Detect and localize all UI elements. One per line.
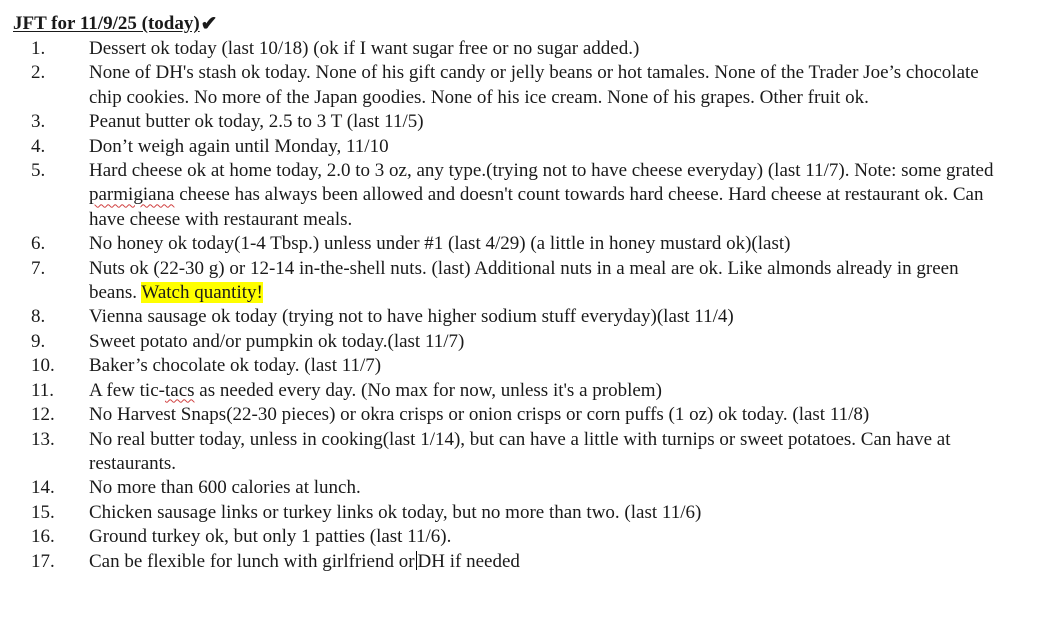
list-item-number-text: 10. [31,355,55,377]
text-run: None of DH's stash ok today. None of his gift candy or jelly beans or hot tamales. None of the Trader Joe’s chocolate chip cookies. No more of the Japan goodies. None of his ice cream. None of his grapes. Other fruit ok. [89,62,979,108]
title-text: JFT for 11/9/25 (today) [13,13,200,34]
list-item [13,330,1045,354]
list-item-number [13,354,89,378]
list-item-number [13,232,89,256]
list-item [13,159,1045,232]
text-cursor [416,551,417,570]
list-item-number [13,135,89,159]
text-run: No honey ok today(1-4 Tbsp.) unless under #1 (last 4/29) (a little in honey mustard ok)(last) [89,233,791,255]
text-run: Hard cheese ok at home today, 2.0 to 3 oz, any type.(trying not to have cheese everyday) (last 11/7). Note: some grated [89,160,994,182]
text-run: Sweet potato and/or pumpkin ok today.(last 11/7) [89,330,465,352]
text-run: A few tic- [89,379,165,401]
list-item [13,354,1045,378]
list-item [13,37,1045,61]
list-item-number-text: 13. [31,428,55,450]
text-run: Chicken sausage links or turkey links ok today, but no more than two. (last 11/6) [89,501,702,523]
text-run: No real butter today, unless in cooking(last 1/14), but can have a little with turnips or sweet potatoes. Can have at restaurants. [89,428,951,474]
list-item [13,525,1045,549]
text-run: as needed every day. (No max for now, unless it's a problem) [194,379,662,401]
list-item-number [13,403,89,427]
list-item-number-text: 1. [31,38,46,59]
list-item-number [13,159,89,232]
list-item-number [13,476,89,500]
list-item-number [13,61,89,110]
list-item-text[interactable] [89,354,1009,378]
list-item-text[interactable] [89,501,1009,525]
list-item-number [13,257,89,306]
text-run: Baker’s chocolate ok today. (last 11/7) [89,355,382,377]
list-item-number-text: 4. [31,135,46,157]
list-item-text[interactable] [89,37,1009,61]
text-run: Can be flexible for lunch with girlfriend or [89,550,415,572]
list-item-text[interactable] [89,159,1009,232]
highlighted-text: Watch quantity! [141,282,263,304]
list-item-number-text: 9. [31,330,46,352]
list-item-number [13,110,89,134]
list-item-text[interactable] [89,550,1009,574]
list-item [13,232,1045,256]
text-run: Vienna sausage ok today (trying not to have higher sodium stuff everyday)(last 11/4) [89,306,734,328]
list-item-text[interactable] [89,257,1009,306]
list-item-text[interactable] [89,110,1009,134]
text-run: Dessert ok today (last 10/18) (ok if I want sugar free or no sugar added.) [89,38,640,59]
list-item-number [13,330,89,354]
text-run: Peanut butter ok today, 2.5 to 3 T (last 11/5) [89,111,424,133]
list-item-number-text: 17. [31,550,55,572]
list-item [13,135,1045,159]
list-item-text[interactable] [89,403,1009,427]
list-item-number [13,525,89,549]
list-item-number [13,37,89,61]
list-item-number-text: 3. [31,111,46,133]
list-item [13,403,1045,427]
list-item [13,379,1045,403]
list-item [13,61,1045,110]
list-item-number [13,379,89,403]
document-title [13,12,1045,36]
list-item-number-text: 5. [31,160,46,182]
misspelled-word: tacs [164,379,195,401]
list-item-number-text: 7. [31,257,46,279]
list-item-number [13,550,89,574]
list-item-text[interactable] [89,135,1009,159]
list-item-text[interactable] [89,476,1009,500]
checkmark-icon: ✔ [200,13,218,35]
list-item-text[interactable] [89,428,1009,477]
list-item [13,501,1045,525]
list-item [13,550,1045,574]
list-item-text[interactable] [89,525,1009,549]
list-item-number-text: 2. [31,62,46,84]
list-item-text[interactable] [89,379,1009,403]
list-item [13,110,1045,134]
list-item-number [13,428,89,477]
list-item-number-text: 15. [31,501,55,523]
list-item [13,257,1045,306]
list-item-number-text: 14. [31,477,55,499]
text-run: No Harvest Snaps(22-30 pieces) or okra crisps or onion crisps or corn puffs (1 oz) ok today. (last 11/8) [89,404,870,426]
list-item [13,305,1045,329]
list-item-text[interactable] [89,305,1009,329]
text-run: DH if needed [417,550,520,572]
text-run: No more than 600 calories at lunch. [89,477,361,499]
list-item [13,476,1045,500]
list-item-text[interactable] [89,330,1009,354]
numbered-list [13,37,1045,574]
text-run: Nuts ok (22-30 g) or 12-14 in-the-shell nuts. (last) Additional nuts in a meal are ok. Like almonds already in green beans. [89,257,959,304]
misspelled-word: parmigiana [89,184,175,206]
list-item-number-text: 12. [31,404,55,426]
list-item-text[interactable] [89,232,1009,256]
text-run: Ground turkey ok, but only 1 patties (last 11/6). [89,526,452,548]
list-item-number [13,305,89,329]
list-item-number-text: 16. [31,526,55,548]
list-item [13,428,1045,477]
list-item-number [13,501,89,525]
list-item-number-text: 11. [31,379,55,401]
list-item-number-text: 6. [31,233,46,255]
list-item-number-text: 8. [31,306,46,328]
list-item-text[interactable] [89,61,1009,110]
text-run: Don’t weigh again until Monday, 11/10 [89,135,389,157]
text-run: cheese has always been allowed and doesn't count towards hard cheese. Hard cheese at restaurant ok. Can have cheese with restaurant meals. [89,184,984,230]
